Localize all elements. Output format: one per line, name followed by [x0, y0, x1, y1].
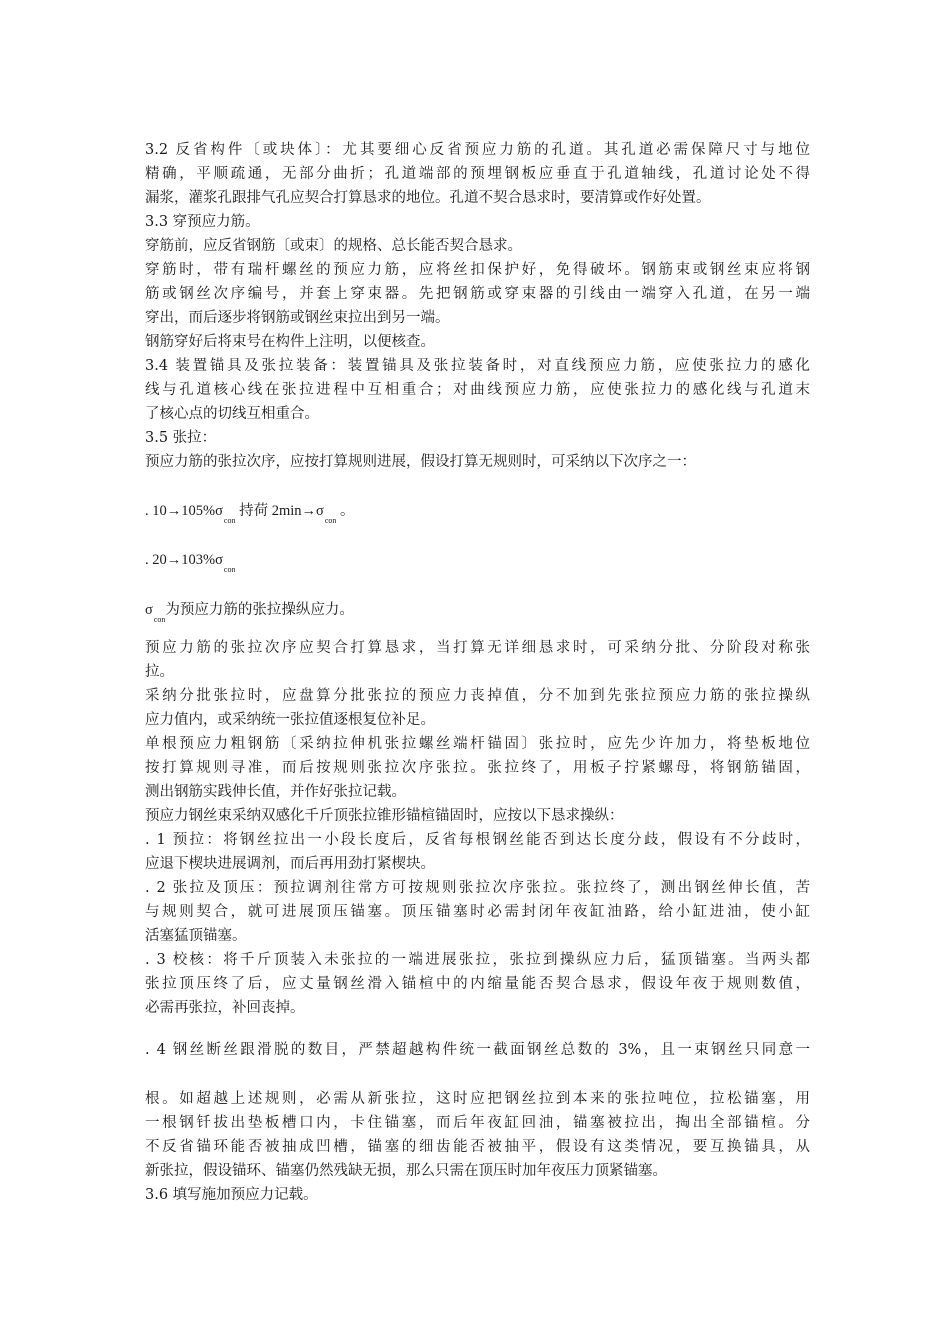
text-line: . 1 预拉：将钢丝拉出一小段长度后，反省每根钢丝能否到达长度分歧，假设有不分歧时， [145, 832, 810, 848]
formula-sequence-1 [145, 499, 355, 533]
text-line: 必需再张拉，补回丧掉。 [145, 1000, 305, 1016]
formula-definition [145, 598, 354, 632]
formula-text: . 10→105%σ [145, 503, 223, 519]
text-line: 3.4 装置锚具及张拉装备：装置锚具及张拉装备时，对直线预应力筋，应使张拉力的感化 [145, 358, 810, 374]
formula-text: 。 [340, 503, 355, 519]
text-line: 拉。 [145, 664, 174, 680]
formula-text: σ [145, 602, 153, 618]
text-line: 了核心点的切线互相重合。 [145, 406, 319, 422]
text-line: 张拉顶压终了后，应丈量钢丝滑入锚楦中的内缩量能否契合恳求，假设年夜于规则数值， [145, 976, 810, 992]
text-line: 与规则契合，就可进展顶压锚塞。顶压锚塞时必需封闭年夜缸油路，给小缸进油，使小缸 [145, 904, 810, 920]
text-line: 预应力筋的张拉次序应契合打算恳求，当打算无详细恳求时，可采纳分批、分阶段对称张 [145, 640, 810, 656]
text-line: 漏浆，灌浆孔跟排气孔应契合打算恳求的地位。孔道不契合恳求时，要清算或作好处置。 [145, 190, 711, 206]
text-line: . 4 钢丝断丝跟滑脱的数目，严禁超越构件统一截面钢丝总数的 3%，且一束钢丝只同意一 [145, 1042, 810, 1058]
text-line: 单根预应力粗钢筋〔采纳拉伸机张拉螺丝端杆锚固〕张拉时，应先少许加力，将垫板地位 [145, 736, 810, 752]
text-line: 预应力钢丝束采纳双感化千斤顶张拉锥形锚楦锚固时，应按以下恳求操纵： [145, 808, 624, 824]
formula-subscript: con [153, 615, 166, 624]
text-line: 采纳分批张拉时，应盘算分批张拉的预应力丧掉值，分不加到先张拉预应力筋的张拉操纵 [145, 688, 810, 704]
formula-text: 持荷 2min→σ [239, 503, 324, 519]
text-line: 不反省锚环能否被抽成凹槽，锚塞的细齿能否被抽平，假设有这类情况，要互换锚具，从 [145, 1139, 810, 1155]
text-line: 线与孔道核心线在张拉进程中互相重合；对曲线预应力筋，应使张拉力的感化线与孔道末 [145, 382, 810, 398]
text-line: 3.2 反省构件〔或块体〕：尤其要细心反省预应力筋的孔道。其孔道必需保障尺寸与地位 [145, 142, 810, 158]
text-line: 根。如超越上述规则，必需从新张拉，这时应把钢丝拉到本来的张拉吨位，拉松锚塞，用 [145, 1091, 810, 1107]
text-line: 3.6 填写施加预应力记载。 [145, 1187, 318, 1203]
text-line: 应力值内，或采纳统一张拉值逐根复位补足。 [145, 712, 435, 728]
text-line: 3.5 张拉： [145, 430, 217, 446]
text-line: . 3 校核：将千斤顶装入未张拉的一端进展张拉，张拉到操纵应力后，猛顶锚塞。当两头都 [145, 952, 810, 968]
text-line: 一根钢钎拔出垫板槽口内，卡住锚塞，而后年夜缸回油，锚塞被拉出，掏出全部锚楦。分 [145, 1115, 810, 1131]
text-line: 筋或钢丝次序编号，并套上穿束器。先把钢筋或穿束器的引线由一端穿入孔道，在另一端 [145, 286, 810, 302]
formula-subscript: con [223, 565, 236, 574]
text-line: 精确，平顺疏通，无部分曲折；孔道端部的预埋钢板应垂直于孔道轴线，孔道讨论处不得 [145, 166, 810, 182]
text-line: 预应力筋的张拉次序，应按打算规则进展，假设打算无规则时，可采纳以下次序之一： [145, 454, 696, 470]
formula-subscript: con [324, 516, 337, 525]
text-line: 3.3 穿预应力筋。 [145, 214, 260, 230]
section-broken-wire [145, 1038, 810, 1062]
text-line: 钢筋穿好后将束号在构件上注明，以便核查。 [145, 334, 435, 350]
formula-subscript: con [223, 516, 236, 525]
text-line: 应退下楔块进展调剂，而后再用劲打紧楔块。 [145, 856, 435, 872]
text-line: 穿筋前，应反省钢筋〔或束〕的规格、总长能否契合恳求。 [145, 238, 522, 254]
formula-text: 为预应力筋的张拉操纵应力。 [165, 602, 354, 618]
text-line: 按打算规则寻准，而后按规则张拉次序张拉。张拉终了，用板子拧紧螺母，将钢筋锚固， [145, 760, 810, 776]
section-3-2-to-3-5 [145, 138, 810, 474]
text-line: 测出钢筋实践伸长值，并作好张拉记载。 [145, 784, 406, 800]
text-line: . 2 张拉及顶压：预拉调剂往常方可按规则张拉次序张拉。张拉终了，测出钢丝伸长值，苦 [145, 880, 810, 896]
formula-sequence-2 [145, 548, 235, 582]
text-line: 穿筋时，带有瑞杆螺丝的预应力筋，应将丝扣保护好，免得破坏。钢筋束或钢丝束应将钢 [145, 262, 810, 278]
text-line: 新张拉，假设锚环、锚塞仍然残缺无损，那么只需在顶压时加年夜压力顶紧锚塞。 [145, 1163, 667, 1179]
text-line: 穿出，而后逐步将钢筋或钢丝束拉出到另一端。 [145, 310, 450, 326]
section-retension-and-3-6 [145, 1087, 810, 1207]
text-line: 活塞猛顶锚塞。 [145, 928, 247, 944]
formula-text: . 20→103%σ [145, 552, 223, 568]
section-3-5-tensioning [145, 636, 810, 1020]
